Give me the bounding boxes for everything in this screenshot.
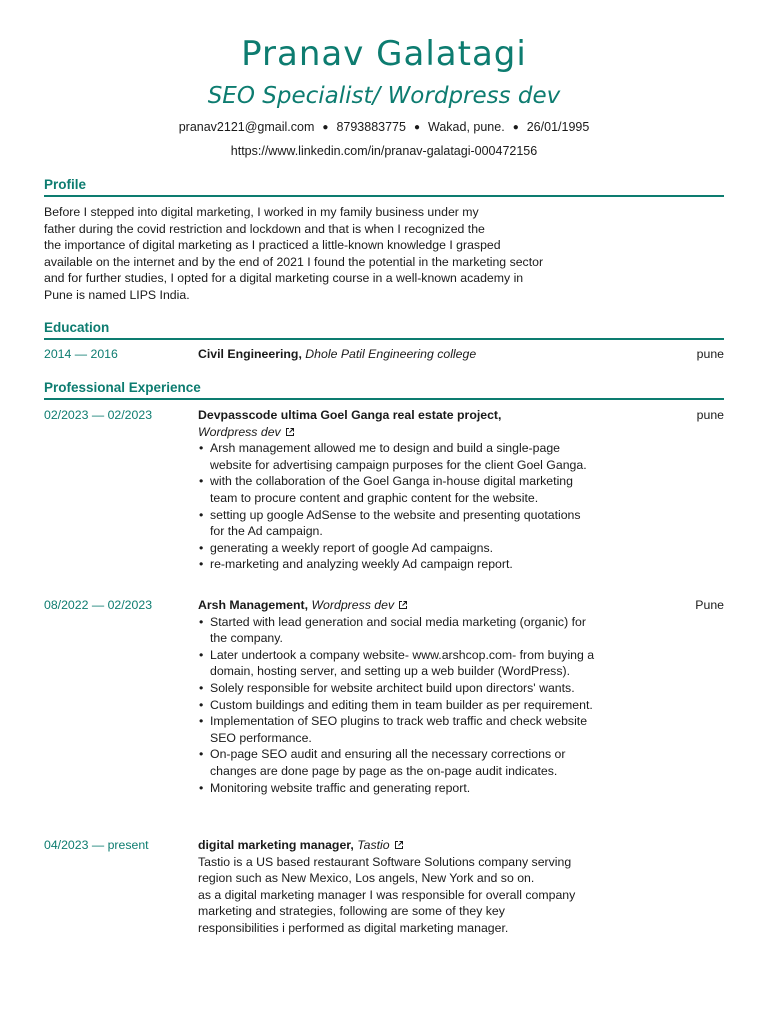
school-text: Dhole Patil Engineering college	[305, 347, 477, 361]
education-dates: 2014 — 2016	[44, 347, 118, 361]
job-entry	[198, 407, 598, 573]
job-description-line: marketing and strategies, following are some of they key	[198, 904, 505, 919]
job-company: Arsh Management,	[198, 598, 309, 612]
profile-line: father during the covid restriction and lockdown and that is when I recognized the	[44, 221, 485, 236]
location-text: Wakad, pune.	[428, 120, 505, 134]
job-bullet: • Started with lead generation and social media marketing (organic) for the company.	[198, 614, 598, 647]
profile-line: available on the internet and by the end of 2021 I found the potential in the marketing sector	[44, 254, 544, 269]
experience-heading: Professional Experience	[44, 379, 724, 400]
job-role: Wordpress dev	[198, 424, 281, 439]
job-role: Wordpress dev	[311, 598, 395, 612]
candidate-name: Pranav Galatagi	[241, 34, 527, 74]
job-company: digital marketing manager,	[198, 838, 354, 852]
phone-text: 8793883775	[336, 120, 406, 134]
email-text: pranav2121@gmail.com	[178, 120, 315, 134]
job-bullet: • setting up google AdSense to the website and presenting quotations for the Ad campaign.	[198, 507, 598, 540]
bullet-dot-icon: ●	[322, 122, 329, 133]
job-bullets	[198, 614, 598, 797]
job-description-line: Tastio is a US based restaurant Software Solutions company serving	[198, 854, 572, 869]
linkedin-link[interactable]: https://www.linkedin.com/in/pranav-galatagi-000472156	[230, 144, 538, 158]
education-heading: Education	[44, 319, 724, 340]
job-bullet: • Arsh management allowed me to design and build a single-page website for advertising campaign purposes for the client Goel Ganga.	[198, 440, 598, 473]
job-dates: 08/2022 — 02/2023	[44, 598, 153, 612]
profile-text	[44, 204, 604, 304]
job-entry	[198, 597, 598, 796]
bullet-dot-icon: ●	[512, 122, 519, 133]
profile-line: Before I stepped into digital marketing, I worked in my family business under my	[44, 205, 479, 219]
job-bullet: • generating a weekly report of google Ad campaigns.	[198, 540, 598, 557]
job-bullet: • Solely responsible for website architect build upon directors' wants.	[198, 680, 598, 697]
job-location: Pune	[695, 598, 724, 612]
contact-line	[44, 118, 724, 137]
education-entry	[198, 346, 598, 363]
external-link-icon[interactable]	[398, 600, 408, 610]
job-entry	[198, 837, 618, 937]
profile-line: Pune is named LIPS India.	[44, 287, 190, 302]
external-link-icon[interactable]	[394, 840, 404, 850]
job-company: Devpasscode ultima Goel Ganga real estate project,	[198, 408, 502, 422]
job-bullet: • Custom buildings and editing them in team builder as per requirement.	[198, 697, 598, 714]
job-location: pune	[696, 408, 724, 422]
bullet-dot-icon: ●	[413, 122, 421, 133]
education-location: pune	[696, 347, 724, 361]
job-bullet: • On-page SEO audit and ensuring all the necessary corrections or changes are done page by page as the on-page audit indicates.	[198, 746, 598, 779]
candidate-title: SEO Specialist/ Wordpress dev	[207, 83, 561, 109]
job-bullet: • Later undertook a company website- www.arshcop.com- from buying a domain, hosting server, and setting up a web builder (WordPress).	[198, 647, 598, 680]
degree-text: Civil Engineering,	[198, 347, 302, 361]
job-role: Tastio	[357, 838, 390, 852]
external-link-icon[interactable]	[285, 427, 295, 437]
job-bullet: • Implementation of SEO plugins to track web traffic and check website SEO performance.	[198, 713, 598, 746]
job-bullet: • re-marketing and analyzing weekly Ad campaign report.	[198, 556, 598, 573]
job-description-line: responsibilities i performed as digital marketing manager.	[198, 920, 509, 935]
job-description-line: region such as New Mexico, Los angels, New York and so on.	[198, 871, 535, 886]
job-bullet: • with the collaboration of the Goel Ganga in-house digital marketing team to procure content and graphic content for the website.	[198, 473, 598, 506]
job-dates: 04/2023 — present	[44, 838, 149, 852]
job-bullets	[198, 440, 598, 573]
dob-text: 26/01/1995	[526, 120, 590, 134]
job-dates: 02/2023 — 02/2023	[44, 408, 153, 422]
job-description-line: as a digital marketing manager I was responsible for overall company	[198, 887, 576, 902]
profile-line: and for further studies, I opted for a digital marketing course in a well-known academy in	[44, 271, 524, 286]
profile-line: the importance of digital marketing as I practiced a little-known knowledge I grasped	[44, 238, 501, 253]
job-bullet: • Monitoring website traffic and generating report.	[198, 780, 598, 797]
profile-heading: Profile	[44, 176, 724, 197]
